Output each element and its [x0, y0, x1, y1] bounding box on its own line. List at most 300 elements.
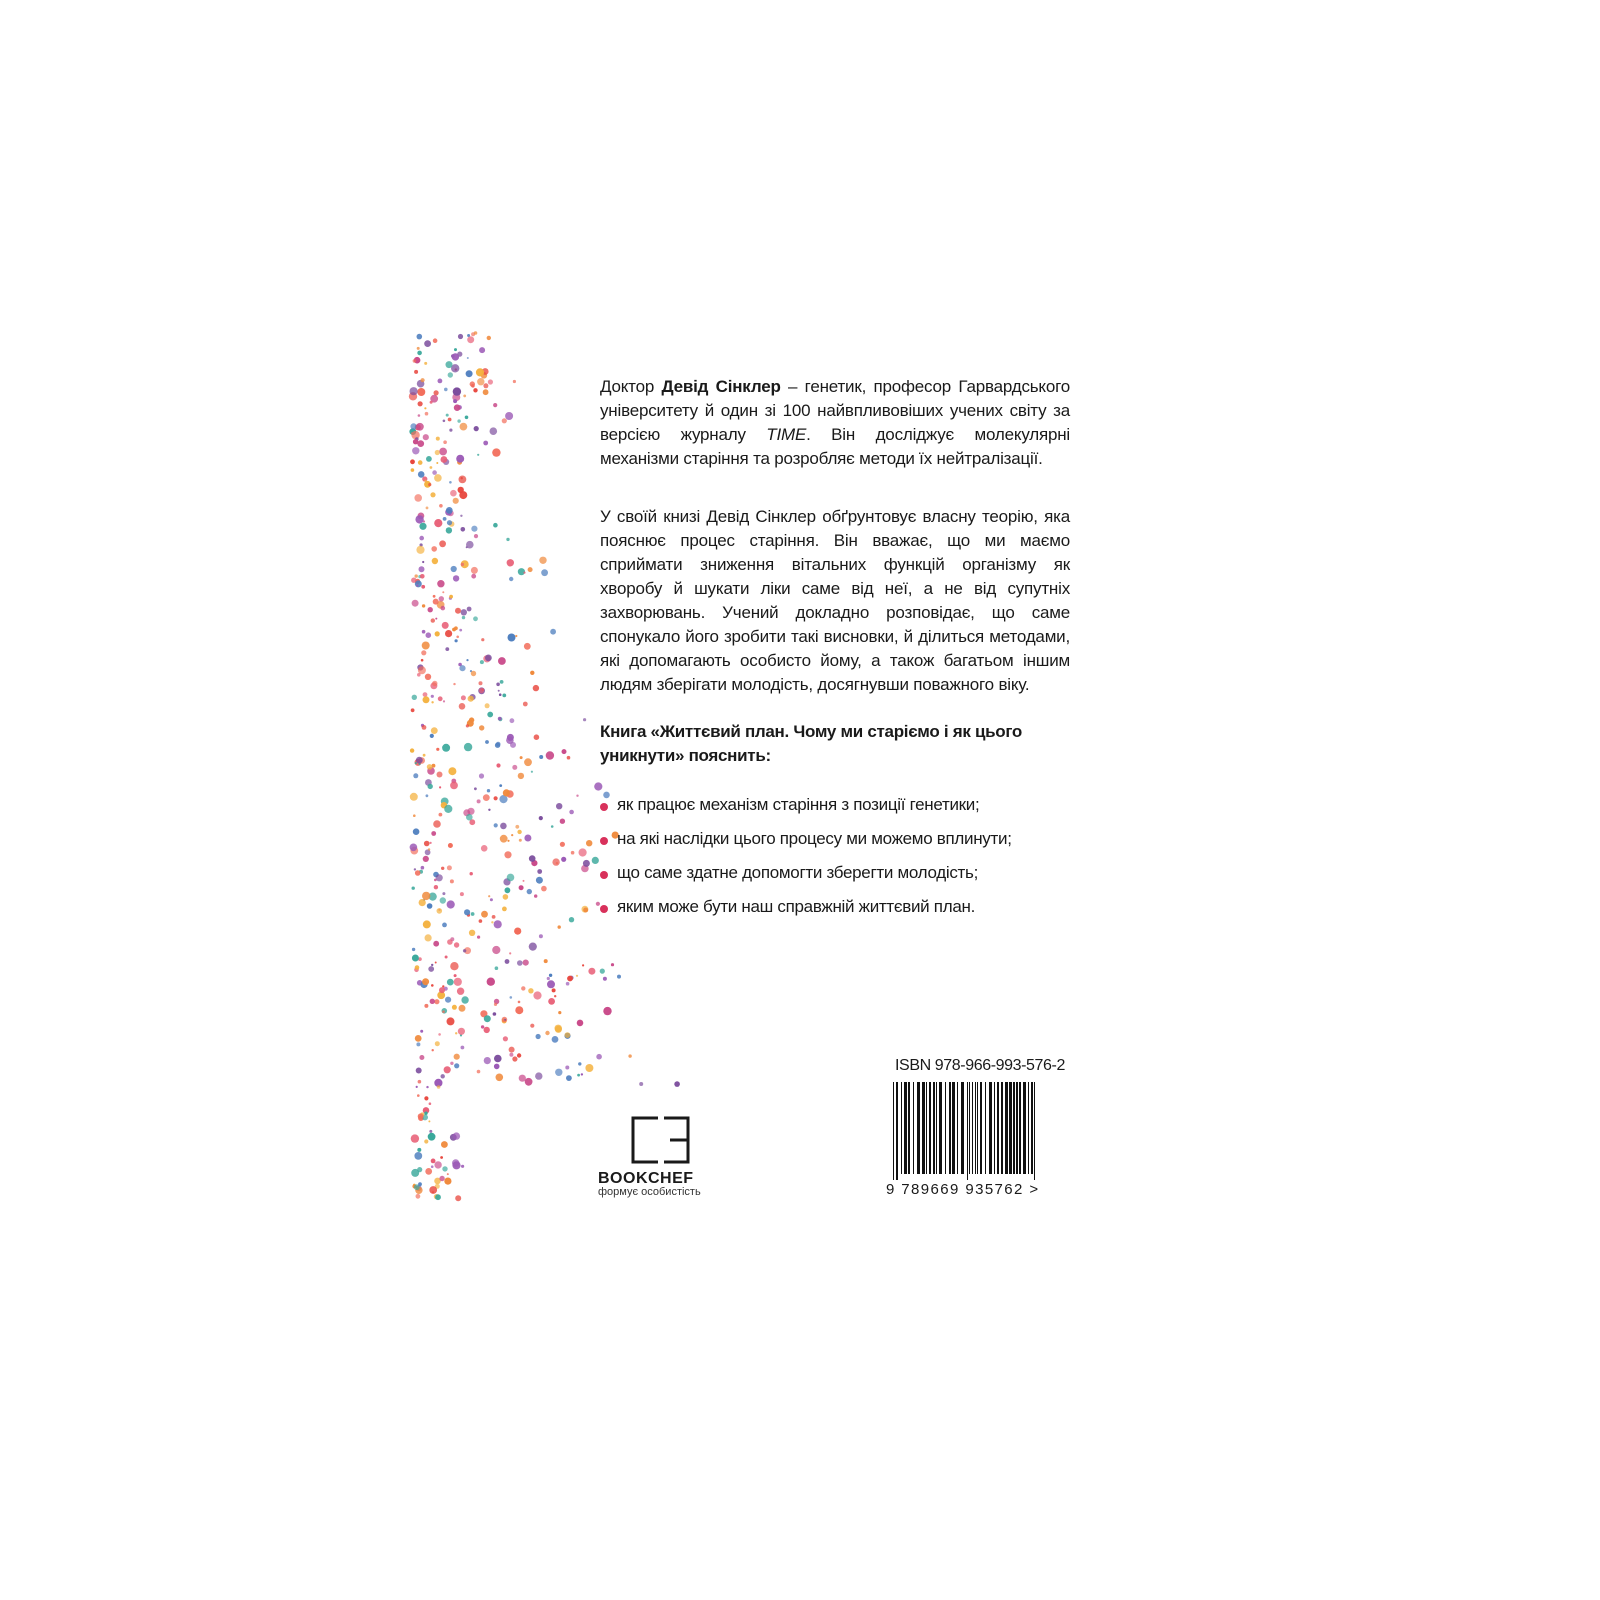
confetti-dot [448, 843, 453, 848]
confetti-dot [447, 939, 453, 945]
confetti-dot [488, 379, 493, 384]
confetti-dot [433, 595, 436, 598]
confetti-dot [536, 1034, 541, 1039]
confetti-dot [430, 842, 432, 844]
confetti-dot [412, 955, 419, 962]
confetti-dot [452, 353, 459, 360]
confetti-dot [445, 956, 448, 959]
confetti-dot [467, 607, 472, 612]
confetti-dot [460, 515, 462, 517]
confetti-dot [464, 909, 470, 915]
confetti-dot [515, 825, 519, 829]
confetti-dot [426, 1086, 428, 1088]
journal-name: TIME [766, 425, 807, 444]
confetti-dot [426, 794, 429, 797]
confetti-dot [447, 1173, 449, 1175]
confetti-dot [431, 984, 434, 987]
barcode-bar [945, 1082, 946, 1174]
confetti-dot [418, 460, 423, 465]
confetti-dot [446, 414, 449, 417]
confetti-dot [483, 794, 490, 801]
confetti-dot [500, 835, 508, 843]
confetti-dot [519, 839, 522, 842]
confetti-dot [435, 631, 440, 636]
confetti-dot [493, 523, 498, 528]
confetti-dot [415, 965, 420, 970]
confetti-dot [588, 968, 595, 975]
barcode-bar [1028, 1082, 1029, 1174]
confetti-dot [412, 948, 415, 951]
confetti-dot [421, 659, 424, 662]
confetti-dot [417, 347, 420, 350]
confetti-dot [496, 742, 501, 747]
confetti-dot [545, 1031, 549, 1035]
barcode-bar [904, 1082, 907, 1174]
barcode-bar [893, 1082, 894, 1180]
confetti-dot [456, 636, 459, 639]
confetti-dot [431, 695, 434, 698]
confetti-dot [502, 907, 507, 912]
publisher-name: BOOKCHEF [598, 1170, 694, 1187]
confetti-dot [449, 595, 453, 599]
confetti-dot [509, 1053, 513, 1057]
confetti-dot [488, 809, 490, 811]
confetti-dot [423, 856, 429, 862]
confetti-dot [511, 834, 513, 836]
confetti-dot [433, 599, 439, 605]
confetti-dot [505, 412, 513, 420]
bullet-dot-icon [600, 905, 608, 913]
confetti-dot [453, 399, 457, 403]
confetti-dot [410, 387, 418, 395]
confetti-dot [435, 962, 437, 964]
confetti-dot [539, 816, 543, 820]
barcode-bar [1009, 1082, 1012, 1174]
confetti-dot [432, 1049, 434, 1051]
confetti-dot [468, 696, 474, 702]
confetti-dot [479, 681, 483, 685]
barcode-bar [1023, 1082, 1026, 1174]
confetti-dot [583, 718, 586, 721]
confetti-dot [459, 1005, 466, 1012]
confetti-dot [444, 388, 448, 392]
confetti-dot [439, 540, 446, 547]
confetti-dot [466, 814, 473, 821]
confetti-dot [628, 1054, 631, 1057]
confetti-dot [419, 899, 426, 906]
confetti-dot [582, 964, 584, 966]
confetti-dot [454, 1054, 460, 1060]
confetti-dot [418, 414, 421, 417]
confetti-dot [518, 1001, 521, 1004]
book-intro: Книга «Життєвий план. Чому ми старіємо і як цього уникнути» пояснить: [600, 722, 1022, 765]
confetti-dot [515, 635, 517, 637]
confetti-dot [415, 870, 421, 876]
confetti-dot [454, 974, 457, 977]
confetti-dot [509, 952, 511, 954]
barcode-bar [1019, 1082, 1021, 1174]
confetti-dot [577, 1020, 584, 1027]
confetti-dot [417, 1148, 421, 1152]
confetti-dot [447, 900, 455, 908]
confetti-dot [434, 1161, 441, 1168]
confetti-dot [504, 851, 511, 858]
confetti-dot [439, 448, 447, 456]
confetti-dot [440, 897, 446, 903]
confetti-dot [505, 959, 510, 964]
confetti-dot [448, 418, 452, 422]
confetti-dot [459, 665, 465, 671]
confetti-dot [517, 960, 523, 966]
barcode-bar [939, 1082, 942, 1174]
confetti-dot [473, 388, 477, 392]
confetti-dot [456, 455, 464, 463]
confetti-dot [583, 908, 588, 913]
confetti-dot [499, 784, 502, 787]
confetti-dot [445, 630, 452, 637]
confetti-dot [560, 842, 565, 847]
confetti-dot [451, 566, 457, 572]
confetti-dot [415, 1035, 422, 1042]
confetti-dot [447, 979, 454, 986]
confetti-dot [430, 734, 434, 738]
confetti-dot [529, 943, 537, 951]
confetti-dot [507, 559, 514, 566]
confetti-dot [453, 498, 459, 504]
confetti-dot [428, 607, 433, 612]
confetti-dot [534, 734, 540, 740]
confetti-dot [441, 456, 448, 463]
confetti-dot [410, 748, 414, 752]
confetti-dot [535, 1072, 542, 1079]
list-item-text: на які наслідки цього процесу ми можемо вплинути; [617, 829, 1012, 848]
confetti-dot [447, 520, 452, 525]
confetti-dot [603, 1007, 611, 1015]
list-item [600, 861, 1080, 895]
confetti-dot [422, 604, 425, 607]
confetti-dot [495, 966, 499, 970]
confetti-dot [594, 782, 602, 790]
confetti-dot [410, 459, 415, 464]
confetti-dot [474, 331, 478, 335]
confetti-dot [527, 889, 532, 894]
confetti-dot [558, 925, 561, 928]
confetti-dot [509, 577, 513, 581]
confetti-dot [447, 865, 452, 870]
confetti-dot [454, 404, 461, 411]
confetti-dot [603, 977, 607, 981]
confetti-dot [579, 848, 587, 856]
confetti-dot [429, 1102, 432, 1105]
confetti-dot [455, 1195, 461, 1201]
confetti-dot [442, 744, 450, 752]
confetti-dot [552, 1036, 559, 1043]
confetti-dot [525, 1078, 533, 1086]
confetti-dot [439, 987, 445, 993]
confetti-dot [479, 688, 484, 693]
confetti-dot [556, 803, 562, 809]
confetti-dot [437, 580, 444, 587]
confetti-dot [416, 423, 424, 431]
confetti-dot [464, 743, 472, 751]
confetti-dot [448, 372, 453, 377]
confetti-dot [471, 526, 477, 532]
confetti-dot [541, 569, 548, 576]
confetti-dot [455, 608, 461, 614]
confetti-dot [411, 468, 415, 472]
confetti-dot [434, 999, 439, 1004]
list-item [600, 827, 1080, 861]
author-name: Девід Сінклер [661, 377, 781, 396]
confetti-dot [552, 858, 559, 865]
confetti-dot [460, 423, 468, 431]
confetti-dot [428, 784, 433, 789]
publisher-logo [598, 1116, 738, 1198]
confetti-dot [433, 941, 439, 947]
confetti-dot [481, 911, 488, 918]
confetti-dot [424, 1096, 428, 1100]
confetti-dot [413, 773, 418, 778]
confetti-dot [423, 696, 430, 703]
confetti-dot [457, 988, 464, 995]
barcode-bar [929, 1082, 931, 1174]
confetti-dot [424, 1112, 427, 1115]
confetti-dot [471, 567, 478, 574]
confetti-dot [537, 869, 542, 874]
confetti-dot [474, 787, 477, 790]
confetti-dot [510, 718, 515, 723]
confetti-dot [477, 1070, 481, 1074]
author-bio [600, 375, 1070, 471]
confetti-dot [484, 1015, 491, 1022]
confetti-dot [561, 857, 566, 862]
confetti-dot [452, 1005, 457, 1010]
confetti-dot [539, 755, 543, 759]
confetti-dot [438, 1033, 441, 1036]
confetti-dot [428, 1120, 430, 1122]
confetti-dot [510, 742, 516, 748]
confetti-dot [413, 359, 417, 363]
barcode-bar [957, 1082, 958, 1174]
confetti-dot [491, 921, 493, 923]
confetti-dot [483, 441, 488, 446]
confetti-dot [433, 338, 438, 343]
bookchef-logo-icon [630, 1116, 692, 1164]
confetti-dot [556, 862, 558, 864]
barcode-bar [949, 1082, 951, 1174]
confetti-dot [439, 1176, 444, 1181]
confetti-dot [429, 1130, 432, 1133]
confetti-dot [512, 765, 517, 770]
confetti-dot [437, 908, 443, 914]
confetti-dot [431, 701, 433, 703]
confetti-dot [494, 1055, 502, 1063]
confetti-dot [577, 1074, 580, 1077]
confetti-dot [432, 558, 438, 564]
bullet-dot-icon [600, 837, 608, 845]
confetti-dot [433, 820, 441, 828]
confetti-dot [469, 717, 474, 722]
confetti-dot [427, 764, 433, 770]
confetti-dot [461, 996, 468, 1003]
confetti-dot [523, 960, 529, 966]
confetti-dot [576, 795, 578, 797]
confetti-dot [498, 717, 502, 721]
confetti-dot [425, 674, 431, 680]
confetti-dot [418, 1080, 422, 1084]
confetti-dot [485, 703, 490, 708]
confetti-dot [411, 432, 413, 434]
confetti-dot [509, 1047, 515, 1053]
confetti-dot [560, 819, 565, 824]
confetti-dot [586, 840, 592, 846]
confetti-dot [487, 978, 495, 986]
confetti-dot [566, 1075, 572, 1081]
confetti-dot [420, 1030, 423, 1033]
confetti-dot [431, 727, 438, 734]
confetti-dot [424, 362, 427, 365]
confetti-dot [617, 975, 621, 979]
confetti-dot [432, 470, 437, 475]
confetti-dot [427, 903, 433, 909]
confetti-dot [585, 1064, 593, 1072]
confetti-dot [528, 988, 533, 993]
confetti-dot [435, 1041, 440, 1046]
confetti-dot [421, 378, 425, 382]
confetti-dot [428, 483, 431, 486]
barcode-bar [994, 1082, 995, 1174]
confetti-dot [479, 773, 484, 778]
confetti-dot [412, 695, 417, 700]
barcode-bar [926, 1082, 927, 1174]
confetti-dot [487, 712, 493, 718]
confetti-dot [479, 347, 485, 353]
confetti-dot [536, 877, 543, 884]
confetti-dot [418, 401, 423, 406]
confetti-dot [528, 567, 533, 572]
confetti-dot [519, 1075, 526, 1082]
confetti-dot [611, 963, 614, 966]
confetti-dot [494, 796, 498, 800]
barcode-icon [891, 1082, 1041, 1180]
confetti-dot [517, 1053, 521, 1057]
confetti-dot [421, 866, 425, 870]
confetti-dot [461, 1165, 464, 1168]
confetti-dot [416, 1042, 420, 1046]
confetti-dot [534, 894, 537, 897]
confetti-dot [412, 887, 415, 890]
confetti-dot [565, 1032, 571, 1038]
confetti-dot [445, 647, 449, 651]
confetti-dot [422, 978, 429, 985]
confetti-dot [424, 340, 431, 347]
confetti-dot [454, 978, 462, 986]
confetti-dot [474, 426, 479, 431]
confetti-dot [488, 895, 490, 897]
confetti-dot [496, 683, 500, 687]
isbn-label: ISBN 978-966-993-576-2 [895, 1057, 1065, 1074]
confetti-dot [417, 351, 422, 356]
confetti-dot [470, 872, 473, 875]
confetti-dot [430, 999, 435, 1004]
confetti-dot [418, 666, 426, 674]
confetti-dot [558, 1011, 561, 1014]
confetti-dot [547, 980, 555, 988]
confetti-dot [431, 964, 433, 966]
barcode-bar [961, 1082, 964, 1174]
confetti-dot [471, 912, 475, 916]
confetti-dot [410, 844, 418, 852]
confetti-dot [514, 928, 521, 935]
confetti-dot [432, 681, 437, 686]
confetti-dot [493, 1012, 497, 1016]
confetti-dot [446, 361, 453, 368]
barcode-bar [989, 1082, 992, 1174]
confetti-dot [442, 923, 447, 928]
confetti-dot [477, 454, 479, 456]
confetti-dot [596, 1054, 602, 1060]
confetti-dot [547, 977, 550, 980]
confetti-dot [519, 885, 524, 890]
confetti-dot [452, 1159, 459, 1166]
confetti-dot [450, 879, 454, 883]
confetti-dot [518, 773, 524, 779]
confetti-dot [436, 748, 439, 751]
confetti-dot [481, 845, 488, 852]
confetti-dot [566, 982, 570, 986]
confetti-dot [419, 523, 426, 530]
confetti-dot [416, 1086, 418, 1088]
confetti-dot [413, 828, 420, 835]
confetti-dot [494, 920, 502, 928]
confetti-dot [450, 490, 457, 497]
confetti-dot [550, 629, 556, 635]
confetti-dot [477, 378, 484, 385]
confetti-dot [453, 575, 459, 581]
confetti-dot [503, 1036, 508, 1041]
confetti-dot [453, 683, 455, 685]
confetti-dot [466, 541, 474, 549]
confetti-dot [435, 1194, 441, 1200]
confetti-dot [470, 381, 475, 386]
confetti-dot [414, 1152, 422, 1160]
confetti-dot [487, 336, 491, 340]
confetti-dot [421, 650, 426, 655]
confetti-dot [436, 462, 438, 464]
confetti-dot [419, 536, 424, 541]
confetti-dot [507, 840, 509, 842]
confetti-dot [425, 1168, 432, 1175]
confetti-dot [473, 616, 478, 621]
confetti-dot [461, 695, 466, 700]
confetti-dot [463, 949, 466, 952]
confetti-dot [492, 448, 500, 456]
confetti-dot [507, 734, 514, 741]
confetti-dot [434, 390, 439, 395]
confetti-dot [430, 492, 435, 497]
confetti-dot [490, 898, 493, 901]
confetti-dot [412, 600, 419, 607]
barcode-bar [1013, 1082, 1015, 1174]
confetti-dot [416, 1068, 422, 1074]
confetti-dot [450, 962, 458, 970]
barcode-bar [922, 1082, 925, 1174]
confetti-dot [417, 388, 425, 396]
confetti-dot [533, 991, 541, 999]
confetti-dot [479, 725, 484, 730]
confetti-dot [459, 476, 467, 484]
confetti-dot [431, 618, 435, 622]
